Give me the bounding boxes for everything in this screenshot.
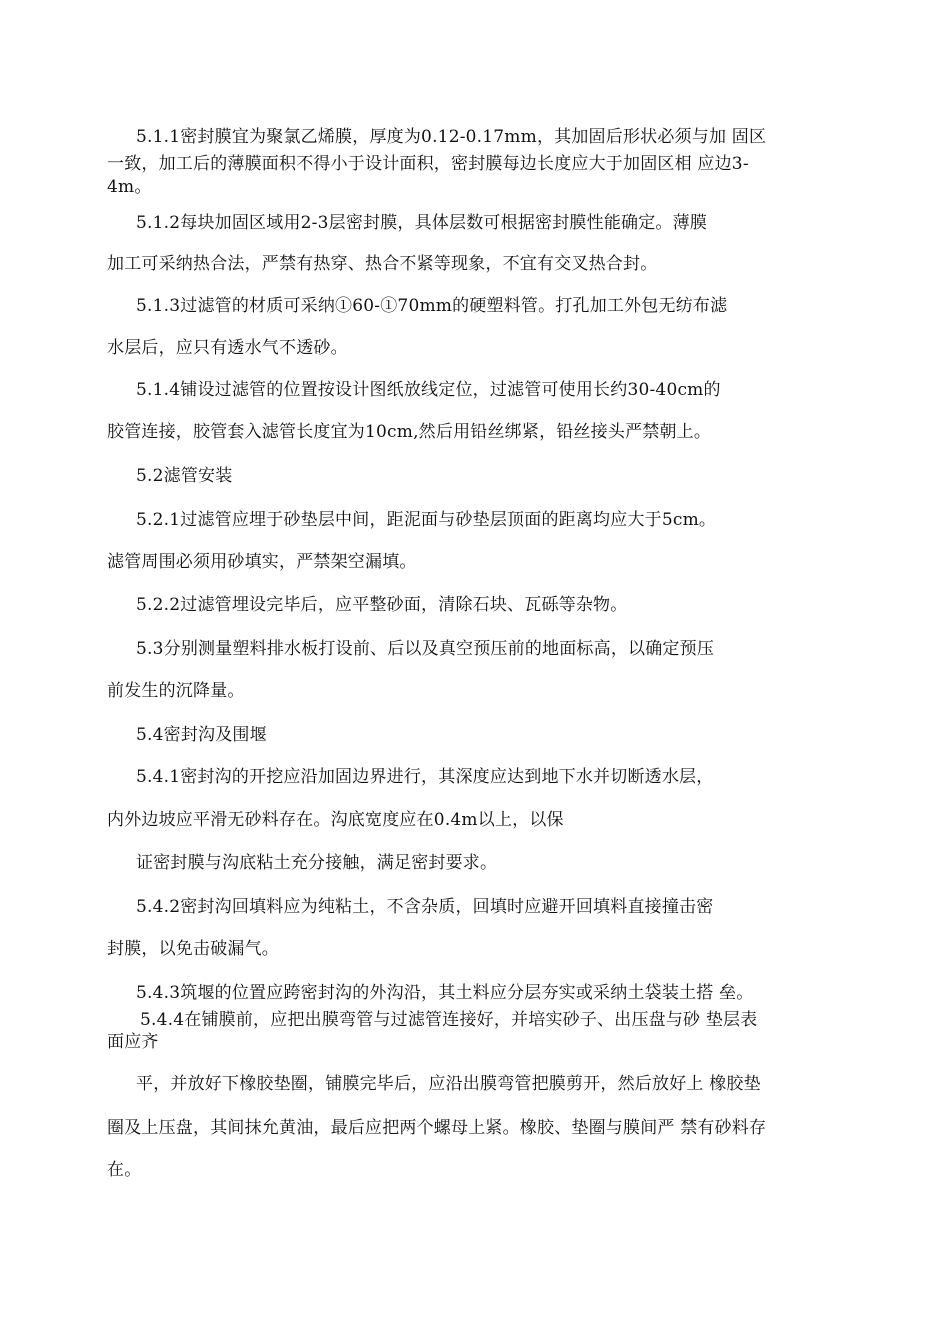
text-line-19: 证密封膜与沟底粘土充分接触，满足密封要求。: [136, 853, 498, 873]
text-line-3: 4m。: [107, 177, 152, 197]
text-line-8: 5.1.4铺设过滤管的位置按设计图纸放线定位，过滤管可使用长约30-40cm的: [136, 380, 721, 400]
text-line-5: 加工可采纳热合法，严禁有热穿、热合不紧等现象，不宜有交叉热合封。: [107, 254, 658, 274]
text-line-24: 面应齐: [107, 1032, 159, 1052]
text-line-4: 5.1.2每块加固区域用2-3层密封膜，具体层数可根据密封膜性能确定。薄膜: [136, 213, 708, 233]
text-line-13: 5.2.2过滤管埋设完毕后，应平整砂面，清除石块、瓦砾等杂物。: [136, 595, 628, 615]
text-line-1: 5.1.1密封膜宜为聚氯乙烯膜，厚度为0.12-0.17mm，其加固后形状必须与加 固区: [136, 127, 767, 147]
text-line-22: 5.4.3筑堰的位置应跨密封沟的外沟沿，其土料应分层夯实或采纳土袋装土搭 垒。: [136, 983, 754, 1003]
text-line-9: 胶管连接，胶管套入滤管长度宜为10cm,然后用铅丝绑紧，铅丝接头严禁朝上。: [107, 422, 712, 442]
text-line-11: 5.2.1过滤管应埋于砂垫层中间，距泥面与砂垫层顶面的距离均应大于5cm。: [136, 510, 717, 530]
section-heading-5-4: 5.4密封沟及围堰: [136, 725, 267, 745]
text-line-7: 水层后，应只有透水气不透砂。: [107, 338, 348, 358]
text-line-15: 前发生的沉降量。: [107, 681, 245, 701]
text-line-12: 滤管周围必须用砂填实，严禁架空漏填。: [107, 552, 417, 572]
text-line-27: 在。: [107, 1160, 142, 1180]
text-line-26: 圈及上压盘，其间抹允黄油，最后应把两个螺母上紧。橡胶、垫圈与膜间严 禁有砂料存: [107, 1118, 767, 1138]
text-line-20: 5.4.2密封沟回填料应为纯粘土，不含杂质，回填时应避开回填料直接撞击密: [136, 897, 714, 917]
text-line-14: 5.3分别测量塑料排水板打设前、后以及真空预压前的地面标高，以确定预压: [136, 639, 715, 659]
text-line-17: 5.4.1密封沟的开挖应沿加固边界进行，其深度应达到地下水并切断透水层，: [136, 767, 714, 787]
text-line-25: 平，并放好下橡胶垫圈，铺膜完毕后，应沿出膜弯管把膜剪开，然后放好上 橡胶垫: [136, 1074, 761, 1094]
text-line-2: 一致，加工后的薄膜面积不得小于设计面积，密封膜每边长度应大于加固区相 应边3-: [107, 154, 749, 174]
section-heading-5-2: 5.2滤管安装: [136, 466, 233, 486]
text-line-6: 5.1.3过滤管的材质可采纳①60-①70mm的硬塑料管。打孔加工外包无纺布滤: [136, 296, 728, 316]
text-line-21: 封膜，以免击破漏气。: [107, 939, 279, 959]
text-line-18: 内外边坡应平滑无砂料存在。沟底宽度应在0.4m以上，以保: [107, 810, 564, 830]
text-line-23: 5.4.4在铺膜前，应把出膜弯管与过滤管连接好，并培实砂子、出压盘与砂 垫层表: [140, 1010, 758, 1030]
